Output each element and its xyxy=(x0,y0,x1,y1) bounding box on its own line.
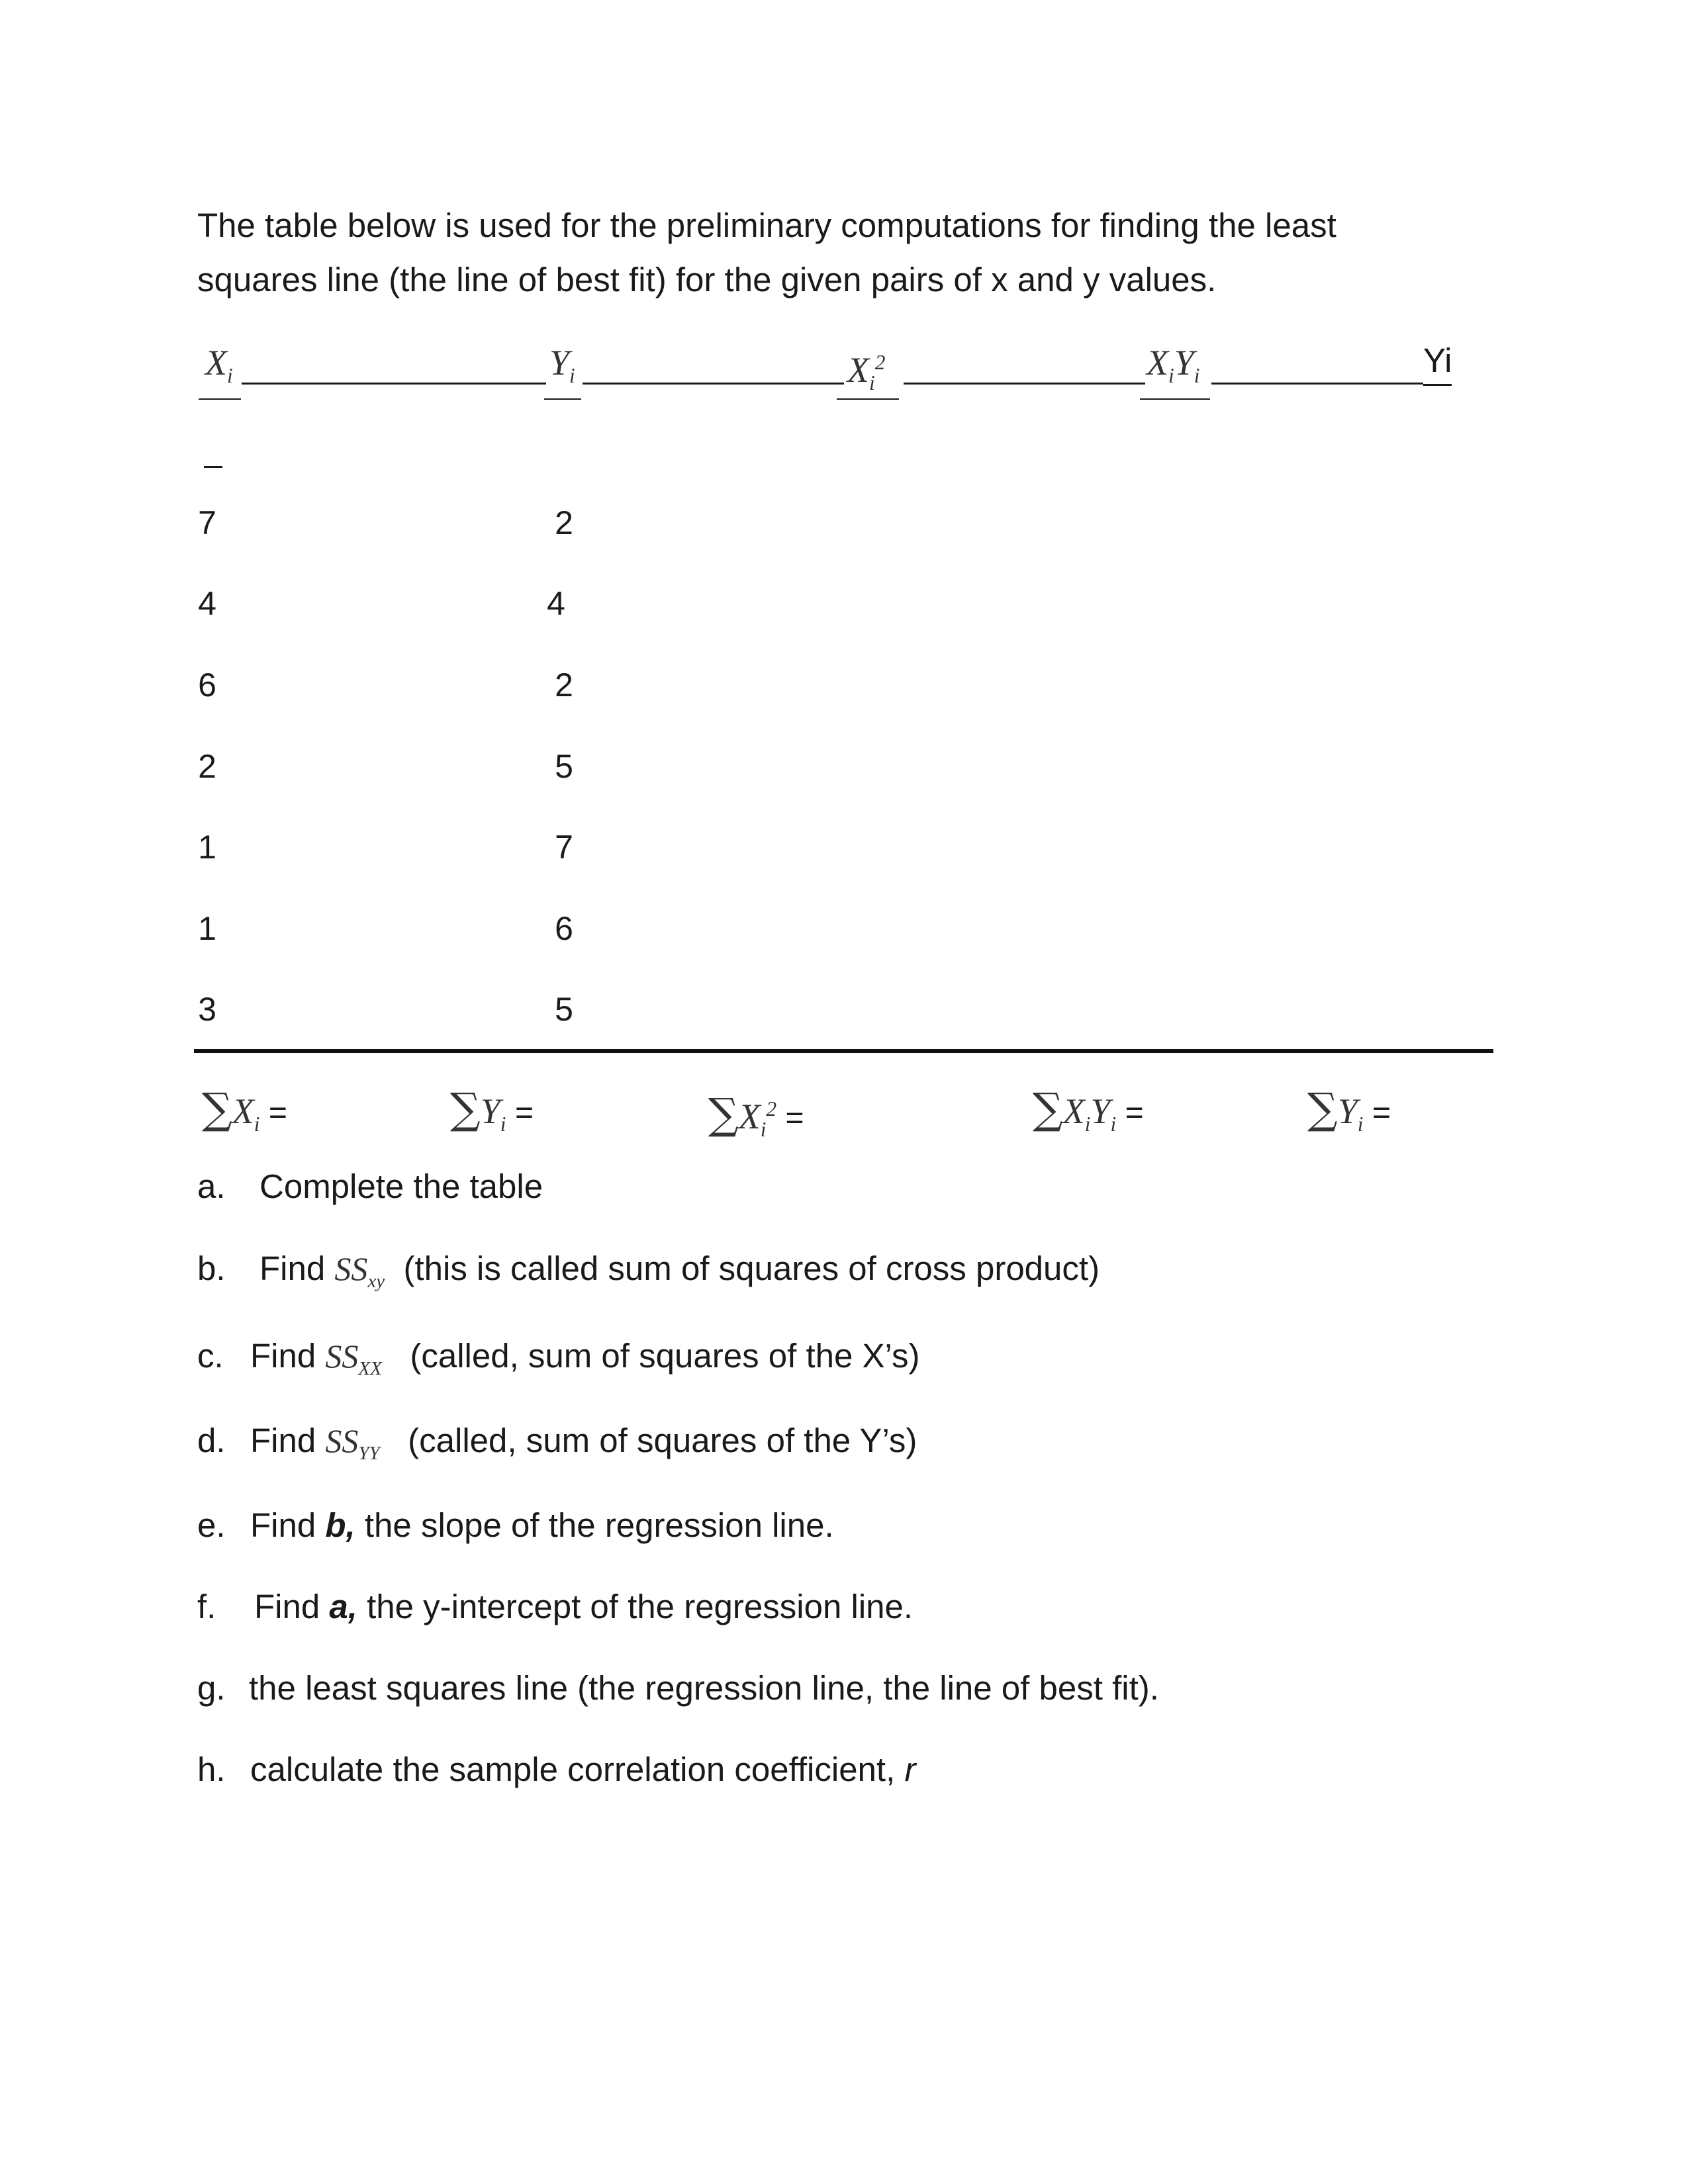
cell-y-row-7: 5 xyxy=(555,991,573,1028)
question-g: g. the least squares line (the regression line, the line of best fit). xyxy=(197,1669,1159,1707)
cell-y-row-6: 6 xyxy=(555,910,573,947)
sum-xi-squared: $\sum X_i^2$ = xyxy=(708,1090,804,1141)
cell-x-row-4: 2 xyxy=(198,748,216,785)
cell-x-row-3: 6 xyxy=(198,666,216,704)
header-yi: $Y_i$ xyxy=(549,343,575,387)
header-xi-squared: $X_i^2$ xyxy=(847,350,886,394)
intro-paragraph xyxy=(197,199,1495,307)
intro-line-1: The table below is used for the preliminary computations for finding the least xyxy=(197,206,1336,244)
cell-x-row-1: 7 xyxy=(198,504,216,541)
cell-y-row-1: 2 xyxy=(555,504,573,541)
header-short-rule-4 xyxy=(1140,398,1210,400)
question-c: c. Find $SS_{XX}$ (called, sum of squares of the X’s) xyxy=(197,1337,920,1379)
cell-y-row-3: 2 xyxy=(555,666,573,704)
header-xiyi: $X_iY_i$ xyxy=(1147,343,1200,387)
cell-y-row-5: 7 xyxy=(555,829,573,866)
question-d: d. Find $SS_{YY}$ (called, sum of squares of the Y’s) xyxy=(197,1422,917,1464)
header-short-rule-3 xyxy=(837,398,899,400)
header-xi: $X_i$ xyxy=(205,343,233,387)
header-short-rule-1 xyxy=(199,398,241,400)
cell-y-row-2: 4 xyxy=(547,585,565,622)
header-rule-4 xyxy=(1211,383,1423,385)
header-rule-2 xyxy=(583,383,844,385)
cell-x-row-2: 4 xyxy=(198,585,216,622)
header-rule-3 xyxy=(904,383,1145,385)
question-a: a. Complete the table xyxy=(197,1167,543,1205)
sum-predicted-yi: $\sum Y_i$ = xyxy=(1307,1085,1391,1136)
question-e: e. Find b, the slope of the regression line. xyxy=(197,1506,834,1544)
question-b: b. Find $SS_{xy}$ (this is called sum of squares of cross product) xyxy=(197,1250,1100,1292)
cell-x-row-5: 1 xyxy=(198,829,216,866)
header-predicted-yi: Yi xyxy=(1423,338,1452,386)
cell-y-row-4: 5 xyxy=(555,748,573,785)
sum-xi: $\sum X_i$ = xyxy=(202,1085,287,1136)
question-h: h. calculate the sample correlation coefficient, r xyxy=(197,1751,916,1788)
intro-line-2: squares line (the line of best fit) for the given pairs of x and y values. xyxy=(197,261,1217,298)
table-bottom-rule xyxy=(194,1049,1493,1053)
stray-dash xyxy=(204,466,222,468)
sum-yi: $\sum Y_i$ = xyxy=(450,1085,534,1136)
cell-x-row-7: 3 xyxy=(198,991,216,1028)
header-rule-1 xyxy=(242,383,546,385)
sum-xiyi: $\sum X_iY_i$ = xyxy=(1033,1085,1144,1136)
header-short-rule-2 xyxy=(544,398,581,400)
question-f: f. Find a, the y-intercept of the regression line. xyxy=(197,1588,914,1625)
cell-x-row-6: 1 xyxy=(198,910,216,947)
